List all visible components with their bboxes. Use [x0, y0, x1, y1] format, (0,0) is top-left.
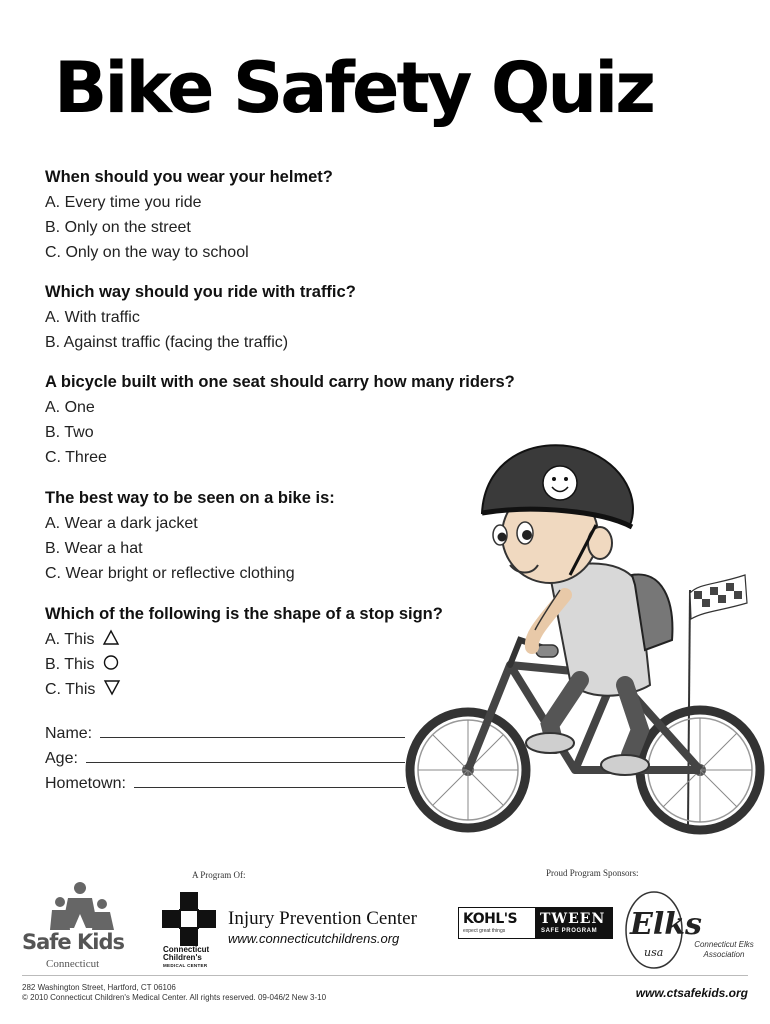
question-1: [45, 165, 605, 265]
child-on-bike-illustration: [400, 425, 770, 855]
answer-option: B. Only on the street: [45, 219, 191, 236]
question-text: When should you wear your helmet?: [45, 168, 333, 186]
answer-option: B. Two: [45, 424, 94, 441]
answer-option-label: B. This: [45, 656, 95, 673]
student-info-form: [45, 718, 405, 793]
address-block: [22, 983, 326, 1003]
hometown-field[interactable]: [134, 771, 405, 788]
ccmc-line1: Connecticut: [163, 945, 210, 954]
triangle-up-icon: [103, 630, 119, 645]
address-line: 282 Washington Street, Hartford, CT 06106: [22, 983, 176, 992]
ccmc-line2: Children's: [163, 953, 202, 962]
safe-kids-name: Safe Kids: [22, 930, 124, 954]
question-text: Which way should you ride with traffic?: [45, 283, 356, 301]
age-field[interactable]: [86, 746, 405, 763]
answer-option: A. Wear a dark jacket: [45, 515, 198, 532]
kohls-tween: TWEEN: [540, 911, 606, 927]
answer-option: A. Every time you ride: [45, 194, 202, 211]
hometown-row: [45, 768, 405, 793]
name-label: Name:: [45, 725, 93, 742]
name-field[interactable]: [100, 721, 405, 738]
answer-option: C. Three: [45, 449, 107, 466]
connecticut-childrens-cross-icon: [160, 890, 220, 946]
elks-association-name: Connecticut Elks Association: [694, 940, 754, 959]
circle-icon: [103, 655, 119, 670]
svg-text:Elks: Elks: [630, 907, 702, 942]
safe-kids-website-link[interactable]: www.ctsafekids.org: [635, 986, 748, 1000]
kohls-tagline: expect great things: [463, 928, 506, 934]
ccmc-website-link[interactable]: www.connecticutchildrens.org: [228, 931, 400, 946]
injury-prevention-center-name: Injury Prevention Center: [228, 908, 417, 929]
footer-divider: [22, 975, 748, 976]
question-2: [45, 280, 605, 355]
question-text: Which of the following is the shape of a stop sign?: [45, 605, 443, 623]
answer-option: C. Only on the way to school: [45, 244, 249, 261]
sponsors-label: Proud Program Sponsors:: [546, 868, 639, 878]
answer-option-label: C. This: [45, 681, 96, 698]
kohls-name: KOHL'S: [463, 911, 518, 927]
program-of-label: A Program Of:: [192, 870, 246, 880]
copyright-line: © 2010 Connecticut Children's Medical Center. All rights reserved. 09-046/2 New 3-10: [22, 993, 327, 1002]
kohls-tween-logo: [458, 907, 613, 939]
answer-option: B. Wear a hat: [45, 540, 143, 557]
elks-usa-logo-icon: [622, 886, 702, 970]
page-title: Bike Safety Quiz: [54, 47, 653, 129]
svg-text:usa: usa: [644, 946, 664, 959]
checkered-flag-icon: [690, 575, 747, 619]
kohls-safe-program: SAFE PROGRAM: [541, 928, 598, 934]
age-row: [45, 743, 405, 768]
ccmc-line3: MEDICAL CENTER: [163, 963, 208, 968]
question-text: The best way to be seen on a bike is:: [45, 489, 335, 507]
name-row: [45, 718, 405, 743]
ccmc-wordmark: [163, 946, 223, 970]
answer-option-label: A. This: [45, 631, 95, 648]
hometown-label: Hometown:: [45, 775, 126, 792]
answer-option: A. With traffic: [45, 309, 140, 326]
triangle-down-icon: [104, 680, 120, 695]
answer-option: A. One: [45, 399, 95, 416]
safe-kids-region: Connecticut: [46, 958, 100, 970]
question-text: A bicycle built with one seat should carry how many riders?: [45, 373, 515, 391]
age-label: Age:: [45, 750, 78, 767]
answer-option: B. Against traffic (facing the traffic): [45, 334, 289, 351]
answer-option: C. Wear bright or reflective clothing: [45, 565, 295, 582]
